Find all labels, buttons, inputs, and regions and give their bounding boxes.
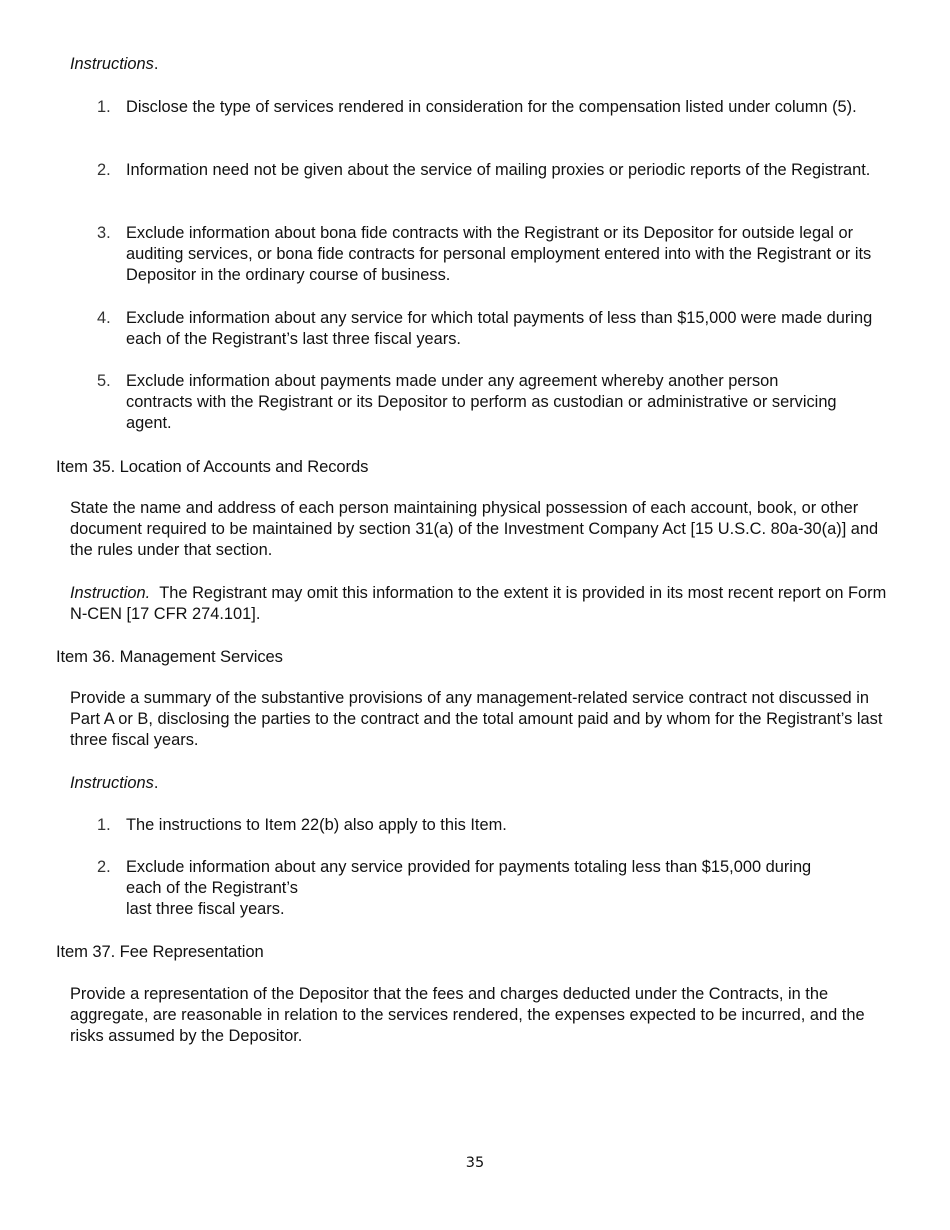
item-36-body: Provide a summary of the substantive provisions of any management-related service contract not discussed in Part A or B, disclosing the parties to the contract and the total amount paid and by whom for the Registrant’s last three fiscal years. [70, 689, 883, 749]
item-35-body: State the name and address of each person maintaining physical possession of each account, book, or other document required to be maintained by section 31(a) of the Investment Company Act [15 U.S.C. 80a-30(a)] and the rules under that section. [70, 499, 879, 559]
item-36-heading: Item 36. Management Services [56, 647, 283, 666]
item-35-heading: Item 35. Location of Accounts and Records [56, 457, 369, 476]
document-page: Instructions. 1. Disclose the type of services rendered in consideration for the compensation listed under column (5). 2. Information need not be given about the service of mailing proxies or periodic reports of the Registrant. 3. Exclude information about bona fide contracts with the Registrant or its Depositor for outside legal or auditing services, or bona fide contracts for personal employment entered into with the Registrant or its Depositor in the ordinary course of business. 4. Exclude information about any service for which total payments of less than $15,000 were made during each of the Registrant’s last three fiscal years. 5. Exclude information about payments made under any agreement whereby another person contracts with the Registrant or its Depositor to perform as custodian or administrative or servicing agent. Item 35. Location of Accounts and Records State the name and address of each person maintaining physical possession of each account, book, or other document required to be maintained by section 31(a) of the Investment Company Act [15 U.S.C. 80a-30(a)] and the rules under that section. Instruction. The Registrant may omit this information to the extent it is provided in its most recent report on Form N-CEN [17 CFR 274.101]. Item 36. Management Services Provide a summary of the substantive provisions of any management-related service contract not discussed in Part A or B, disclosing the parties to the contract and the total amount paid and by whom for the Registrant’s last three fiscal years. Instructions. 1. The instructions to Item 22(b) also apply to this Item. 2. Exclude information about any service provided for payments totaling less than $15,000 during each of the Registrant’s last three fiscal years. Item 37. Fee Representation Provide a representation of the Depositor that the fees and charges deducted under the Contracts, in the aggregate, are reasonable in relation to the services rendered, the expenses expected to be incurred, and the risks assumed by the Depositor. 35 [0, 0, 950, 1230]
item-35-instruction: Instruction. The Registrant may omit this information to the extent it is provided in its most recent report on Form N-CEN [17 CFR 274.101]. [70, 584, 887, 623]
instructions-label: Instructions. [70, 55, 159, 73]
instructions-label: Instructions. [70, 774, 159, 792]
item-37-body: Provide a representation of the Depositor that the fees and charges deducted under the Contracts, in the aggregate, are reasonable in relation to the services rendered, the expenses expected to be incurred, and the risks assumed by the Depositor. [70, 985, 865, 1045]
item-37-heading: Item 37. Fee Representation [56, 942, 264, 961]
page-number: 35 [465, 1155, 485, 1171]
